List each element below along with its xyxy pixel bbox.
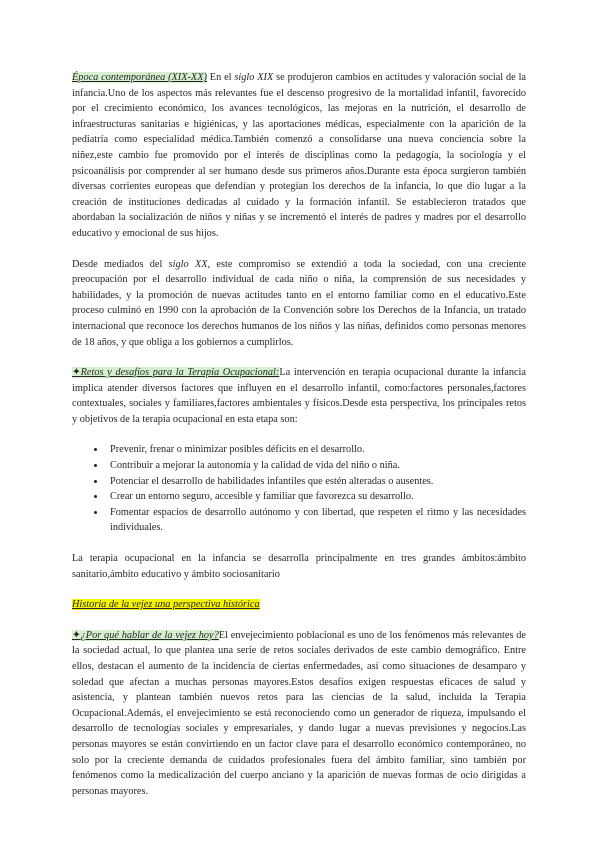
list-item: • Prevenir, frenar o minimizar posibles déficits en el desarrollo. bbox=[106, 442, 526, 458]
paragraph-retos bbox=[72, 365, 526, 427]
section-heading-retos bbox=[72, 367, 279, 378]
paragraph-ambitos: La terapia ocupacional en la infancia se desarrolla principalmente en tres grandes ámbitos:ámbito sanitario,ámbito educativo y ámbito sociosanitario bbox=[72, 553, 526, 580]
paragraph-siglo-xx bbox=[72, 257, 526, 351]
heading-text: ¿Por qué hablar de la vejez hoy? bbox=[80, 629, 219, 641]
paragraph-vejez-hoy bbox=[72, 628, 526, 800]
star-icon: ✦ bbox=[72, 629, 81, 641]
objectives-list bbox=[72, 442, 526, 536]
text-run: se produjeron cambios en actitudes y valoración social de la infancia.Uno de los aspectos más relevantes fue el descenso progresivo de la mortalidad infantil, favorecido por el crecimiento económico, los avances tecnológicos, las mejoras en la nutrición, el desarrollo de infraestructuras sanitarias e higiénicas, y las aportaciones médicas, especialmente con la aparición de la pediatría como especialidad médica.También comenzó a consolidarse una nueva conciencia sobre la niñez,este cambio fue promovido por el interés de disciplinas como la pedagogía, la sociología y el psicoanálisis por comprender al ser humano desde sus primeros años.Durante esta época surgieron también diversas corrientes europeas que defendían y protegían los derechos de la infancia, lo que dio lugar a la creación de instituciones dedicadas al cuidado y la formación infantil. Se establecieron tratados que abordaban la socialización de niños y niñas y se incrementó el interés de padres y madres por el desarrollo educativo y emocional de sus hijos. bbox=[72, 72, 526, 239]
star-icon: ✦ bbox=[72, 367, 81, 379]
list-item: • Fomentar espacios de desarrollo autónomo y con libertad, que respeten el ritmo y las necesidades individuales. bbox=[106, 505, 526, 536]
list-item: • Crear un entorno seguro, accesible y familiar que favorezca su desarrollo. bbox=[106, 489, 526, 505]
section-title-text: Historia de la vejez una perspectiva histórica bbox=[72, 599, 260, 611]
section-heading-vejez-hoy bbox=[72, 630, 219, 641]
text-run: , este compromiso se extendió a toda la sociedad, con una creciente preocupación por el desarrollo individual de cada niño o niña, la comprensión de sus necesidades y habilidades, y la promoción de nuevas actitudes tanto en el entorno familiar como en el educativo.Este proceso culminó en 1990 con la aprobación de la Convención sobre los Derechos de la Infancia, un tratado internacional que reconoce los derechos humanos de los niños y las niñas, definidos como personas menores de 18 años, y que obliga a los gobiernos a cumplirlos. bbox=[72, 258, 527, 348]
emphasis-siglo-xix: siglo XIX bbox=[234, 72, 274, 83]
text-run: En el bbox=[206, 72, 235, 83]
heading-text: Retos y desafíos para la Terapia Ocupacional: bbox=[80, 367, 280, 379]
list-item: • Contribuir a mejorar la autonomía y la calidad de vida del niño o niña. bbox=[106, 458, 526, 474]
text-run: El envejecimiento poblacional es uno de los fenómenos más relevantes de la sociedad actual, lo que plantea una serie de retos sociales derivados de este cambio demográfico. Entre ellos, destacan el aumento de la incidencia de ciertas enfermedades, así como situaciones de desamparo y soledad que afectan a muchas personas mayores.Estos desafíos exigen respuestas eficaces de salud y asistencia, y plantean también nuevos retos para las ciencias de la salud, incluida la Terapia Ocupacional.Además, el envejecimiento se está reconociendo como un generador de riqueza, impulsando el desarrollo de tecnologías sociales y empresariales, y dando lugar a nuevas previsiones y negocios.Las personas mayores se están convirtiendo en un factor clave para el desarrollo económico contemporáneo, no solo por la creciente demanda de cuidados profesionales fuera del ámbito familiar, sino también por fenómenos como la medicalización del cuerpo anciano y la aparición de nuevas formas de ocio dirigidas a personas mayores. bbox=[72, 629, 526, 797]
document-body bbox=[72, 70, 526, 814]
text-run: La intervención en terapia ocupacional durante la infancia implica atender diversos factores que influyen en el desarrollo infantil, como:factores personales,factores contextuales, sociales y familiares,factores ambientales y físicos.Desde esta perspectiva, los principales retos y objetivos de la terapia ocupacional en esta etapa son: bbox=[72, 367, 526, 425]
text-run: Desde mediados del bbox=[72, 258, 169, 270]
list-item: • Potenciar el desarrollo de habilidades infantiles que estén alteradas o ausentes. bbox=[106, 474, 526, 490]
emphasis-siglo-xx: siglo XX bbox=[168, 258, 208, 270]
paragraph-epoca-contemporanea bbox=[72, 70, 526, 242]
section-title-vejez bbox=[72, 597, 526, 613]
section-heading-epoca: Época contemporánea (XIX-XX) bbox=[72, 72, 207, 83]
